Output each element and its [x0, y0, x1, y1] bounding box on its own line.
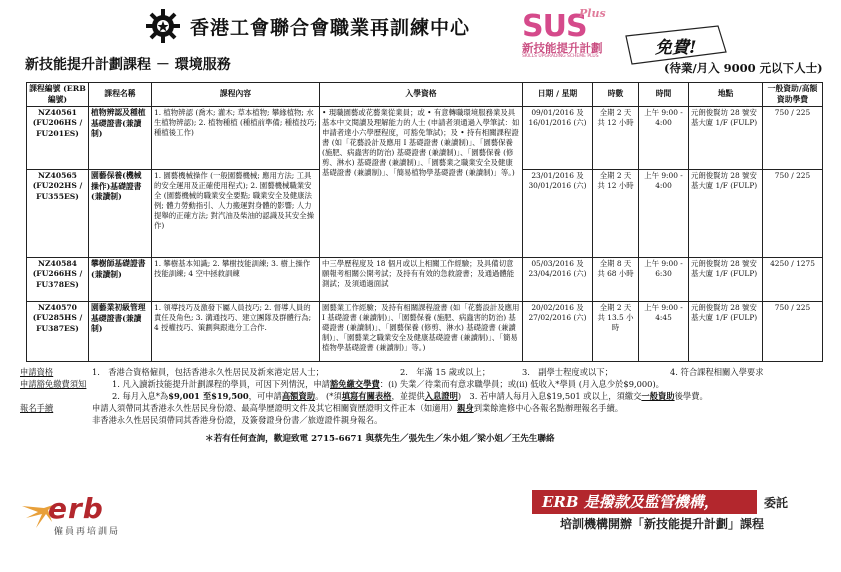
- table-row: [27, 258, 823, 302]
- signup-row-1: [20, 402, 830, 414]
- fee-waiver-text-2: [112, 390, 708, 402]
- free-label: 免費!: [655, 38, 697, 58]
- col-header-fee: 一般資助/高額資助學費: [763, 83, 823, 107]
- fee-text: 後學費。: [674, 391, 708, 401]
- sus-logo-text: SUS: [522, 9, 587, 44]
- fee-waiver-text-c: ：(i) 失業／待業而有意求職學員；或(ii) 低收入*學員 (月入息少於$9,000)。: [379, 379, 664, 389]
- course-hours: 全期 2 天 共 12 小時: [593, 107, 639, 170]
- course-code: NZ40561 (FU206HS / FU201ES): [27, 107, 89, 170]
- course-venue: 元朗俊賢坊 28 號安基大廈 1/F (FULP): [689, 170, 763, 258]
- course-content: 1. 植物辨認 (喬木; 灌木; 草本植物; 攀緣植物; 水生植物辨認); 2. 植物種植 (種植前準備; 種植技巧; 種植後工作): [152, 107, 320, 170]
- course-time: 上午 9:00 - 4:00: [639, 107, 689, 170]
- free-note: (待業/月入 9000 元以下人士): [664, 61, 823, 75]
- general-subsidy-emphasis: 一般資助: [641, 391, 675, 401]
- org-title: 香港工會聯合會職業再訓練中心: [190, 17, 471, 39]
- course-date: 09/01/2016 及 16/01/2016 (六): [523, 107, 593, 170]
- course-time: 上午 9:00 - 4:00: [639, 170, 689, 258]
- course-content: 1. 園藝機械操作 (一般園藝機械; 應用方法; 工具的安全運用及正確使用程式); 2. 園藝機械職業安全 (園藝機械的職業安全要點; 職業安全及健康法例; 體力勞動指引、人力搬運對身體的影響; 人力提舉的正確方法; 對汽油及柴油的認識及其安全操作): [152, 170, 320, 258]
- sus-logo-sub: 新技能提升計劃: [522, 41, 603, 55]
- course-hours: 全期 2 天 共 12 小時: [593, 170, 639, 258]
- entry-requirements: 園藝業工作經驗；及持有相關課程證書 (如「花藝設計及應用 I 基礎證書 (兼讀制)」、「園藝保養 (施肥、病蟲害的防治) 基礎證書 (兼讀制)」、「園藝保養 (修剪、淋水) 基礎證書 (兼讀制)」、「園藝業之職業安全及健康基礎證書 (兼讀制)」、「簡易植物學基礎證書 (兼讀制)」等。): [320, 302, 523, 362]
- high-subsidy-emphasis: 高額資助: [281, 391, 316, 401]
- course-time: 上午 9:00 - 6:30: [639, 258, 689, 302]
- fee-waiver-row-2: [20, 390, 830, 402]
- course-venue: 元朗俊賢坊 28 號安基大廈 1/F (FULP): [689, 107, 763, 170]
- col-header-content: 課程內容: [152, 83, 320, 107]
- fee-text: ，可申請: [248, 391, 282, 401]
- erb-logo-sub: 僱員再培訓局: [54, 527, 121, 537]
- course-fee: 750 / 225: [763, 302, 823, 362]
- entry-requirements: • 現職園藝或花藝業從業員；或 • 有意轉職環境服務業及具基本中文閱讀及理解能力的人士 (申請者須通過入學筆試：如申請者達小六學歷程度，可豁免筆試)；及 • 持有相關課程證書 (如「花藝設計及應用 I 基礎證書 (兼讀制)」、「園藝保養 (施肥、病蟲害的防治) 基礎證書 (兼讀制)」、「園藝保養 (修剪、淋水) 基礎證書 (兼讀制)」、「園藝業之職業安全及健康基礎證書 (兼讀制)」、「簡易植物學基礎證書 (兼讀制)」等。): [320, 107, 523, 258]
- course-code: NZ40570 (FU285HS / FU387ES): [27, 302, 89, 362]
- col-header-name: 課程名稱: [89, 83, 152, 107]
- fee-text: ) 3. 若申請人每月入息$19,501 或以上，須繳交: [457, 391, 642, 401]
- course-name: 植物辨認及種植基礎證書(兼讀制): [89, 107, 152, 170]
- fee-waiver-text: [112, 378, 664, 390]
- course-content: 1. 領導技巧及激發下屬人員技巧; 2. 督導人員的責任及角色; 3. 溝通技巧、建立團隊及群體行為; 4 授權技巧、策劃與跟進分工合作.: [152, 302, 320, 362]
- signup-text-c: 到業餘進修中心各報名點辦理報名手續。: [473, 403, 624, 413]
- notes-section: [20, 366, 830, 426]
- course-date: 05/03/2016 及 23/04/2016 (六): [523, 258, 593, 302]
- form-emphasis: 填寫有關表格: [341, 391, 392, 401]
- in-person-emphasis: 親身: [457, 403, 474, 413]
- eligibility-row: [20, 366, 830, 378]
- eligibility-item: 1. 香港合資格僱員，包括香港永久性居民及新來港定居人士；: [92, 367, 324, 377]
- col-header-date: 日期 / 星期: [523, 83, 593, 107]
- col-header-hours: 時數: [593, 83, 639, 107]
- fee-waiver-text-a: 1. 凡入讀新技能提升計劃課程的學員，可因下列情況，申請: [112, 379, 330, 389]
- course-venue: 元朗俊賢坊 28 號安基大廈 1/F (FULP): [689, 302, 763, 362]
- fee-waiver-emphasis: 豁免繳交學費: [329, 379, 380, 389]
- signup-text: [92, 402, 623, 414]
- signup-label: 報名手續: [20, 403, 54, 413]
- erb-banner-line1: ERB 是撥款及監管機構，: [532, 490, 757, 514]
- erb-logo-text: erb: [48, 492, 104, 525]
- table-row: [27, 107, 823, 170]
- eligibility-label: 申請資格: [20, 367, 54, 377]
- course-fee: 750 / 225: [763, 170, 823, 258]
- course-hours: 全期 2 天 共 13.5 小時: [593, 302, 639, 362]
- signup-text-a: 申請人須帶同其香港永久性居民身份證、最高學歷證明文件及其它相關資歷證明文件正本（如適用）: [92, 403, 458, 413]
- fee-text: 2. 每月入息*為: [112, 391, 169, 401]
- course-date: 23/01/2016 及 30/01/2016 (六): [523, 170, 593, 258]
- signup-row-2: [20, 414, 830, 426]
- table-header-row: [27, 83, 823, 107]
- income-range: $9,001 至$19,500: [168, 391, 249, 401]
- course-title: 新技能提升計劃課程 － 環境服務: [25, 57, 231, 73]
- sus-logo-plus: Plus: [579, 7, 606, 20]
- course-content: 1. 攀樹基本知識; 2. 攀樹技能訓練; 3. 樹上操作技能訓練; 4 空中拯救訓練: [152, 258, 320, 302]
- course-hours: 全期 8 天 共 68 小時: [593, 258, 639, 302]
- erb-banner-commission: 委託: [764, 496, 789, 510]
- course-fee: 4250 / 1275: [763, 258, 823, 302]
- contact-info: ＊若有任何查詢，歡迎致電 2715-6671 與蔡先生／張先生／朱小姐／梁小姐／王先生聯絡: [205, 434, 555, 444]
- income-proof-emphasis: 入息證明: [424, 391, 458, 401]
- eligibility-item: 2. 年滿 15 歲或以上；: [400, 367, 491, 377]
- course-name: 園藝業初級管理基礎證書(兼讀制): [89, 302, 152, 362]
- col-header-venue: 地點: [689, 83, 763, 107]
- union-gear-logo: [145, 8, 181, 44]
- fee-waiver-row-1: [20, 378, 830, 390]
- course-fee: 750 / 225: [763, 107, 823, 170]
- sus-logo-small: SKILLS UPGRADING SCHEME PLUS: [522, 54, 599, 59]
- course-time: 上午 9:00 - 4:45: [639, 302, 689, 362]
- table-row: [27, 302, 823, 362]
- course-code: NZ40565 (FU202HS / FU355ES): [27, 170, 89, 258]
- fee-text: ，並提供: [391, 391, 425, 401]
- eligibility-item: 4. 符合課程相關入學要求: [670, 367, 764, 377]
- course-name: 攀樹師基礎證書 (兼讀制): [89, 258, 152, 302]
- fee-waiver-label: 申請豁免繳費須知: [20, 379, 87, 389]
- fee-text: 。 (*須: [315, 391, 342, 401]
- col-header-time: 時間: [639, 83, 689, 107]
- eligibility-item: 3. 副學士程度或以下；: [522, 367, 613, 377]
- course-name: 園藝保養(機械操作)基礎證書(兼讀制): [89, 170, 152, 258]
- sus-plus-logo: [522, 9, 614, 67]
- entry-requirements: 中三學歷程度及 18 個月或以上相關工作經驗；及具備切意願報考相關公開考試；及持有有效的急救證書；及通過體能測試；及須通過面試: [320, 258, 523, 302]
- course-code: NZ40584 (FU266HS / FU378ES): [27, 258, 89, 302]
- signup-text-2: 非香港永久性居民須帶同其香港身份證，及簽發證身份書／旅遊證件親身報名。: [92, 415, 383, 425]
- col-header-entry: 入學資格: [320, 83, 523, 107]
- col-header-code: 課程編號 (ERB 編號): [27, 83, 89, 107]
- course-venue: 元朗俊賢坊 28 號安基大廈 1/F (FULP): [689, 258, 763, 302]
- erb-banner-line2: 培訓機構開辦「新技能提升計劃」課程: [560, 517, 765, 531]
- course-table: [26, 82, 823, 362]
- course-date: 20/02/2016 及 27/02/2016 (六): [523, 302, 593, 362]
